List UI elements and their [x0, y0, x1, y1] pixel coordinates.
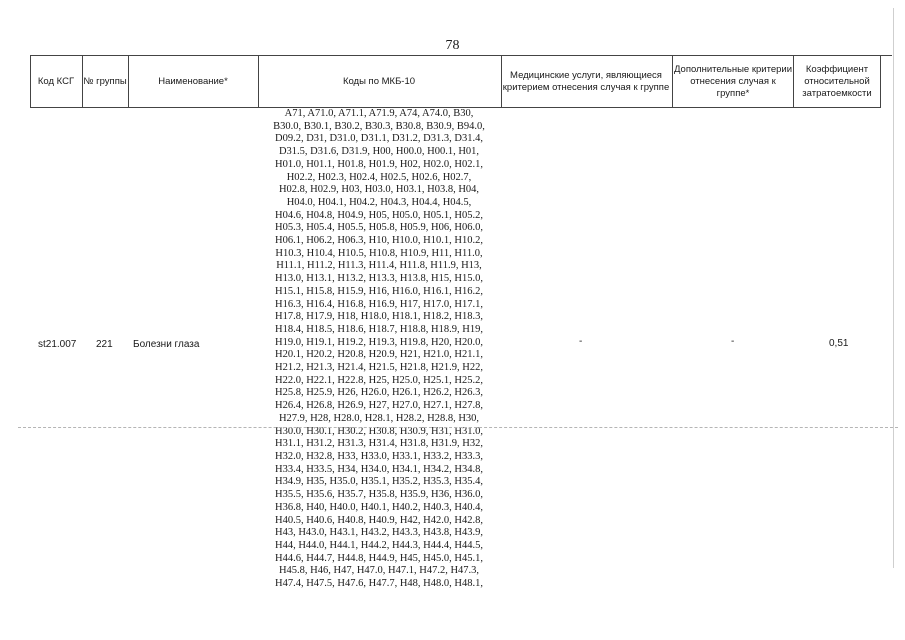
icd-code-line: H43, H43.0, H43.1, H43.2, H43.3, H43.8, H43.9, [275, 527, 483, 539]
icd-code-line: H15.1, H15.8, H15.9, H16, H16.0, H16.1, H16.2, [275, 285, 483, 297]
icd-code-line: H19.0, H19.1, H19.2, H19.3, H19.8, H20, H20.0, [275, 336, 483, 348]
header-divider [880, 55, 881, 108]
icd-code-line: H13.0, H13.1, H13.2, H13.3, H13.8, H15, H15.0, [275, 273, 483, 285]
icd-code-line: H32.0, H32.8, H33, H33.0, H33.1, H33.2, H33.3, [275, 450, 483, 462]
icd-code-line: H04.6, H04.8, H04.9, H05, H05.0, H05.1, H05.2, [275, 209, 483, 221]
row-cost-coefficient: 0,51 [829, 338, 849, 349]
header-divider [258, 55, 259, 108]
icd-code-line: H06.1, H06.2, H06.3, H10, H10.0, H10.1, H10.2, [275, 235, 483, 247]
header-divider [501, 55, 502, 108]
header-divider [672, 55, 673, 108]
icd-code-line: H34.9, H35, H35.0, H35.1, H35.2, H35.3, H35.4, [275, 476, 483, 488]
icd-code-line: H02.8, H02.9, H03, H03.0, H03.1, H03.8, H04, [278, 184, 480, 196]
icd-code-line: D09.2, D31, D31.0, D31.1, D31.2, D31.3, D31.4, [275, 133, 483, 145]
icd-code-line: H35.5, H35.6, H35.7, H35.8, H35.9, H36, H36.0, [275, 489, 483, 501]
header-divider [793, 55, 794, 108]
icd-code-line: B30.0, B30.1, B30.2, B30.3, B30.8, B30.9, B94.0, [273, 120, 485, 132]
row-medical-services: - [579, 336, 583, 347]
scan-artifact-line [18, 427, 898, 428]
icd-code-line: A71, A71.0, A71.1, A71.9, A74, A74.0, B30, [284, 108, 474, 119]
row-name: Болезни глаза [133, 339, 200, 350]
scan-edge [893, 8, 894, 568]
row-icd-codes [260, 108, 498, 591]
page-number: 78 [445, 38, 460, 53]
icd-code-line: H27.9, H28, H28.0, H28.1, H28.2, H28.8, H30, [278, 412, 480, 424]
icd-code-line: H40.5, H40.6, H40.8, H40.9, H42, H42.0, H42.8, [275, 514, 483, 526]
header-additional-criteria: Дополнительные критерии отнесения случая к группе* [674, 64, 793, 99]
icd-code-line: H02.2, H02.3, H02.4, H02.5, H02.6, H02.7, [286, 171, 472, 183]
header-name: Наименование* [158, 76, 228, 88]
icd-code-line: H05.3, H05.4, H05.5, H05.8, H05.9, H06, H06.0, [275, 222, 483, 234]
header-cost-coefficient: Коэффициент относительной затратоемкости [802, 64, 872, 99]
icd-code-line: H31.1, H31.2, H31.3, H31.4, H31.8, H31.9, H32, [275, 438, 483, 450]
row-group-number: 221 [96, 339, 113, 350]
table-top-border [30, 55, 892, 56]
header-icd-codes: Коды по МКБ-10 [342, 76, 416, 88]
header-group-number: № группы [83, 76, 127, 88]
icd-code-line: H04.0, H04.1, H04.2, H04.3, H04.4, H04.5, [286, 196, 472, 208]
header-divider [128, 55, 129, 108]
row-ksg-code: st21.007 [38, 339, 77, 350]
icd-code-line: D31.5, D31.6, D31.9, H00, H00.0, H00.1, H01, [278, 146, 480, 158]
icd-code-line: H16.3, H16.4, H16.8, H16.9, H17, H17.0, H17.1, [275, 298, 483, 310]
icd-code-line: H45.8, H46, H47, H47.0, H47.1, H47.2, H47.3, [278, 565, 480, 577]
icd-code-line: H44, H44.0, H44.1, H44.2, H44.3, H44.4, H44.5, [275, 539, 483, 551]
icd-code-line: H11.1, H11.2, H11.3, H11.4, H11.8, H11.9, H13, [276, 260, 482, 272]
icd-code-line: H30.0, H30.1, H30.2, H30.8, H30.9, H31, H31.0, [275, 425, 483, 437]
icd-code-line: H25.8, H25.9, H26, H26.0, H26.1, H26.2, H26.3, [275, 387, 483, 399]
icd-code-line: H18.4, H18.5, H18.6, H18.7, H18.8, H18.9, H19, [275, 323, 483, 335]
icd-code-line: H20.1, H20.2, H20.8, H20.9, H21, H21.0, H21.1, [275, 349, 483, 361]
header-divider [30, 55, 31, 108]
icd-code-line: H01.0, H01.1, H01.8, H01.9, H02, H02.0, H02.1, [275, 158, 483, 170]
row-additional-criteria: - [731, 336, 735, 347]
icd-code-line: H22.0, H22.1, H22.8, H25, H25.0, H25.1, H25.2, [275, 374, 483, 386]
icd-code-line: H44.6, H44.7, H44.8, H44.9, H45, H45.0, H45.1, [275, 552, 483, 564]
icd-code-line: H33.4, H33.5, H34, H34.0, H34.1, H34.2, H34.8, [275, 463, 483, 475]
header-medical-services: Медицинские услуги, являющиеся критерием отнесения случая к группе [502, 70, 670, 93]
icd-code-line: H21.2, H21.3, H21.4, H21.5, H21.8, H21.9, H22, [275, 362, 483, 374]
header-ksg-code: Код КСГ [37, 76, 75, 88]
icd-code-line: H17.8, H17.9, H18, H18.0, H18.1, H18.2, H18.3, [275, 311, 483, 323]
icd-code-line: H47.4, H47.5, H47.6, H47.7, H48, H48.0, H48.1, [275, 578, 483, 590]
header-divider [82, 55, 83, 108]
icd-code-line: H36.8, H40, H40.0, H40.1, H40.2, H40.3, H40.4, [275, 501, 483, 513]
icd-code-line: H10.3, H10.4, H10.5, H10.8, H10.9, H11, H11.0, [275, 247, 483, 259]
icd-code-line: H26.4, H26.8, H26.9, H27, H27.0, H27.1, H27.8, [275, 400, 483, 412]
